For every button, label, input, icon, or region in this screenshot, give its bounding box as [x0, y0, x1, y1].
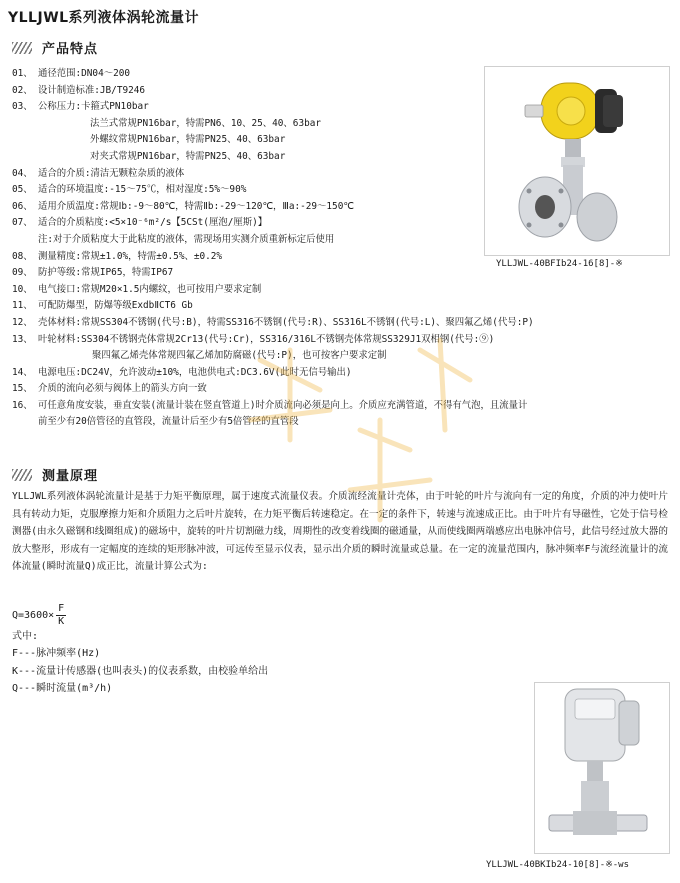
feature-text: 适合的介质:清洁无颗粒杂质的液体 [38, 167, 185, 179]
feature-item [12, 398, 672, 415]
feature-text: 可任意角度安装，垂直安装(流量计装在竖直管道上)时介质流向必须是向上。介质应充满管道，不得有气泡，且流量计 [38, 399, 528, 411]
feature-item [12, 332, 672, 349]
feature-text: 前至少有20倍管径的直管段，流量计后至少有5倍管径的直管段 [38, 416, 299, 428]
legend-item: Q---瞬时流量(m³/h) [12, 682, 113, 694]
feature-text: 外螺纹常规PN16bar，特需PN25、40、63bar [90, 134, 286, 146]
feature-text: 叶轮材料:SS304不锈钢壳体常规2Cr13(代号:Cr)，SS316/316L不锈钢壳体常规SS329J1双相钢(代号:⑨) [38, 333, 495, 345]
formula-legend [12, 628, 268, 697]
feature-text: 电气接口:常规M20×1.5内螺纹，也可按用户要求定制 [38, 283, 262, 295]
feature-number: 16、 [12, 399, 33, 411]
flow-formula [12, 603, 66, 628]
legend-item: F---脉冲频率(Hz) [12, 648, 101, 660]
feature-text: 适合的环境温度:-15～75℃，相对湿度:5%～90% [38, 184, 247, 196]
feature-text: 测量精度:常规±1.0%，特需±0.5%、±0.2% [38, 250, 223, 262]
feature-number: 08、 [12, 250, 33, 262]
feature-text: 通径范围:DN04～200 [38, 68, 131, 79]
feature-number: 10、 [12, 283, 33, 295]
feature-number: 11、 [12, 300, 33, 312]
photo-caption-flanged: YLLJWL-40BFIb24-16[8]-※ [496, 259, 623, 269]
hatch-icon [12, 469, 32, 481]
feature-number: 09、 [12, 267, 33, 279]
feature-item [12, 414, 672, 431]
legend-title: 式中: [12, 631, 39, 642]
feature-text: 可配防爆型，防爆等级ExdbⅡCT6 Gb [38, 300, 193, 312]
legend-item: K---流量计传感器(也叫表头)的仪表系数，由校验单给出 [12, 665, 269, 677]
flowmeter-flanged-illustration [485, 67, 669, 255]
feature-number: 13、 [12, 333, 33, 345]
feature-number: 12、 [12, 316, 33, 328]
feature-number: 07、 [12, 217, 33, 229]
feature-number: 05、 [12, 184, 33, 196]
feature-item [12, 348, 672, 365]
product-photo-clamp [534, 682, 670, 854]
formula-denominator: K [58, 616, 65, 627]
feature-text: 注:对于介质粘度大于此粘度的液体，需现场用实测介质重新标定后使用 [38, 233, 335, 245]
feature-item [12, 315, 672, 332]
feature-text: 防护等级:常规IP65，特需IP67 [38, 267, 174, 279]
formula-numerator: F [58, 603, 65, 614]
feature-text: 公称压力:卡箍式PN10bar [38, 101, 149, 113]
feature-number: 04、 [12, 167, 33, 179]
section-title: 测量原理 [42, 469, 99, 484]
feature-item [12, 298, 672, 315]
feature-text: 电源电压:DC24V，允许波动±10%，电池供电式:DC3.6V(此时无信号输出) [38, 366, 352, 378]
flowmeter-clamp-illustration [535, 683, 669, 853]
photo-caption-clamp: YLLJWL-40BKIb24-10[8]-※-ws [486, 860, 630, 870]
feature-item [12, 282, 672, 299]
feature-text: 介质的流向必须与阀体上的箭头方向一致 [38, 383, 207, 395]
feature-text: 适用介质温度:常规Ⅰb:-9～80℃，特需Ⅱb:-29～120℃，Ⅲa:-29～150℃ [38, 200, 354, 212]
feature-number: 14、 [12, 366, 33, 378]
section-title: 产品特点 [42, 42, 99, 57]
section-heading-principle [12, 465, 98, 484]
feature-text: 法兰式常规PN16bar，特需PN6、10、25、40、63bar [90, 117, 322, 129]
formula-fraction [56, 603, 66, 628]
feature-number: 15、 [12, 383, 33, 395]
feature-text: 适合的介质粘度:<5×10⁻⁶m²/s【5CSt(厘泡/厘斯)】 [38, 217, 268, 229]
feature-text: 设计制造标准:JB/T9246 [38, 84, 146, 96]
feature-text: 壳体材料:常规SS304不锈钢(代号:B)，特需SS316不锈钢(代号:R)、SS316L不锈钢(代号:L)、聚四氟乙烯(代号:P) [38, 316, 534, 328]
hatch-icon [12, 42, 32, 54]
formula-lhs: Q=3600× [12, 610, 55, 621]
product-photo-flanged [484, 66, 670, 256]
feature-item [12, 365, 672, 382]
feature-item [12, 381, 672, 398]
feature-number: 02、 [12, 84, 33, 96]
principle-paragraph: YLLJWL系列液体涡轮流量计是基于力矩平衡原理，属于速度式流量仪表。介质流经流量计壳体，由于叶轮的叶片与流向有一定的角度，介质的冲力使叶片具有转动力矩，克服摩擦力矩和介质阻力之后叶片旋转，在力矩平衡后转速稳定。在一定的条件下，转速与流速成正比。由于叶片有导磁性，它处于信号检测器(由永久磁钢和线圈组成)的磁场中，旋转的叶片切割磁力线，周期性的改变着线圈的磁通量，从而使线圈两端感应出电脉冲信号，此信号经过放大器的放大整形，形成有一定幅度的连续的矩形脉冲波，可远传至显示仪表，显示出介质的瞬时流量或总量。在一定的流量范围内，脉冲频率F与流经流量计的流体流量(瞬时流量Q)成正比，流量计算公式为: [12, 491, 668, 572]
section-heading-features [12, 38, 98, 57]
feature-text: 聚四氟乙烯壳体常规四氟乙烯加防腐磁(代号:P)，也可按客户要求定制 [92, 350, 387, 362]
page-title: YLLJWL系列液体涡轮流量计 [8, 10, 200, 26]
feature-number: 03、 [12, 101, 33, 113]
feature-number: 06、 [12, 200, 33, 212]
feature-text: 对夹式常规PN16bar，特需PN25、40、63bar [90, 150, 286, 162]
feature-number: 01、 [12, 68, 33, 79]
